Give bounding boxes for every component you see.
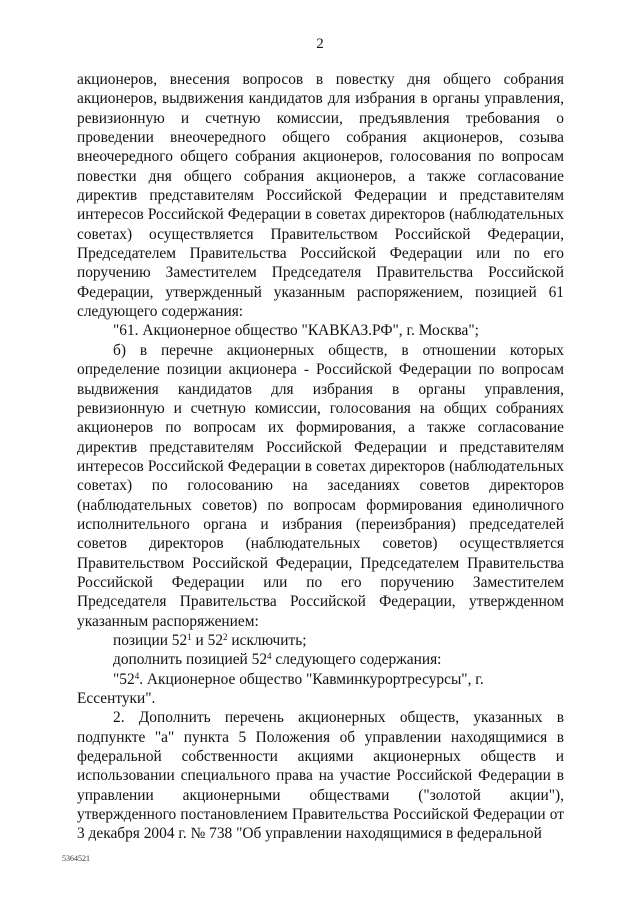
quoted-position-52-4 <box>77 670 564 709</box>
add-text-a: дополнить позицией 52 <box>113 651 268 669</box>
paragraph-exclude-positions <box>77 631 564 650</box>
superscript-4: 4 <box>267 651 272 662</box>
add-text-b: следующего содержания: <box>271 651 442 669</box>
superscript-2: 2 <box>223 631 228 642</box>
quoted-position-61: "61. Акционерное общество "КАВКАЗ.РФ", г. Москва"; <box>113 322 479 340</box>
paragraph-add-position <box>77 650 564 669</box>
paragraph-item-2: 2. Дополнить перечень акционерных обществ, указанных в подпункте "а" пункта 5 Положения об управлении находящимися в федеральной собственности акциями акционерных обществ и использовании специального права на участие Российской Федерации в управлении акционерными обществами ("золотой акции"), утвержденного постановлением Правительства Российской Федерации от 3 декабря 2004 г. № 738 "Об управлении находящимися в федеральной <box>77 709 564 843</box>
exclude-text-b: и 52 <box>191 631 224 649</box>
exclude-text-a: позиции 52 <box>113 631 188 649</box>
quote-text-a: "52 <box>113 670 135 688</box>
paragraph-subitem-b: б) в перечне акционерных обществ, в отношении которых определение позиции акционера - Российской Федерации по вопросам выдвижения кандидатов для избрания в органы управления, ревизионную и счетную комиссии, голосования на общих собраниях акционеров по вопросам их формирования, а также согласование директив представителям Российской Федерации и представителям интересов Российской Федерации в советах директоров (наблюдательных советах) по голосованию на заседаниях советов директоров (наблюдательных советов) по вопросам формирования единоличного исполнительного органа и избрания (переизбрания) председателей советов директоров (наблюдательных советов) осуществляется Правительством Российской Федерации, Председателем Правительства Российской Федерации или по его поручению Заместителем Председателя Правительства Российской Федерации, утвержденном указанным распоряжением: <box>77 341 564 630</box>
superscript-4b: 4 <box>134 670 140 681</box>
document-body <box>77 70 564 844</box>
document-code: 5364521 <box>62 854 90 863</box>
page-number: 2 <box>316 36 324 52</box>
exclude-text-c: исключить; <box>227 631 307 649</box>
superscript-1: 1 <box>187 631 192 642</box>
quote-text-b: . Акционерное общество "Кавминкурортресурсы", г. Ессентуки". <box>77 670 484 707</box>
paragraph-continuation: акционеров, внесения вопросов в повестку дня общего собрания акционеров, выдвижения кандидатов для избрания в органы управления, ревизионную и счетную комиссии, предъявления требования о проведении внеочередного общего собрания акционеров, созыва внеочередного общего собрания акционеров, голосования по вопросам повестки дня общего собрания акционеров, а также согласование директив представителям Российской Федерации и представителям интересов Российской Федерации в советах директоров (наблюдательных советах) осуществляется Правительством Российской Федерации, Председателем Правительства Российской Федерации или по его поручению Заместителем Председателя Правительства Российской Федерации, утвержденный указанным распоряжением, позицией 61 следующего содержания: <box>77 71 564 321</box>
